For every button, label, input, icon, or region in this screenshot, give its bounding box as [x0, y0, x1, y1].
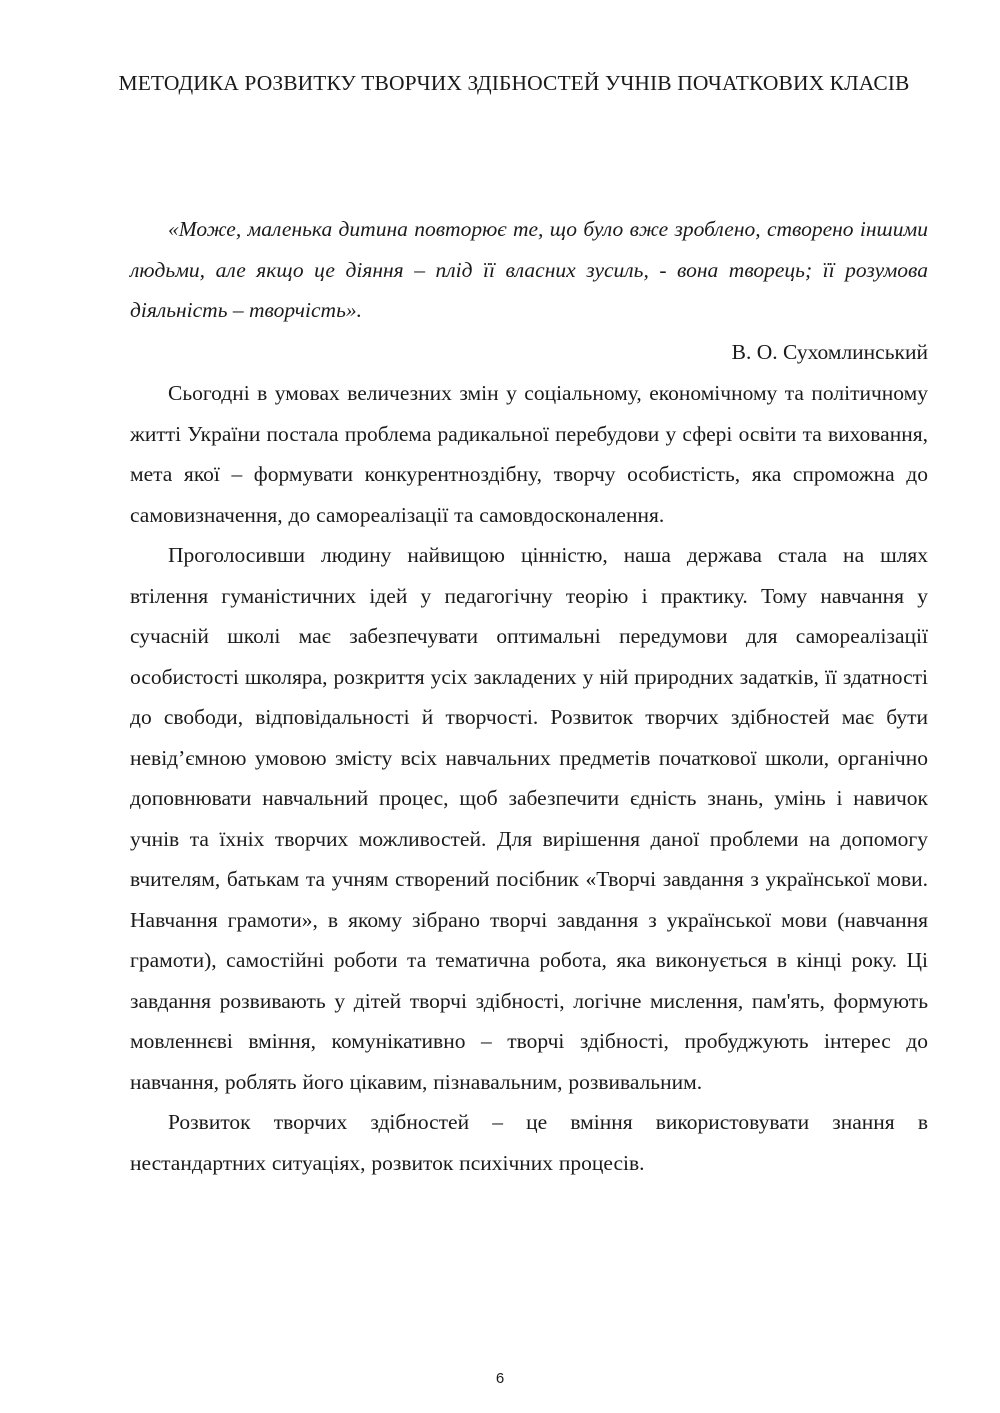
page-number: 6: [495, 1370, 505, 1387]
paragraph: Розвиток творчих здібностей – це вміння використовувати знання в нестандартних ситуаціях, розвиток психічних процесів.: [130, 1110, 928, 1175]
epigraph-author: В. О. Сухомлинський: [731, 340, 928, 364]
paragraph: Проголосивши людину найвищою цінністю, наша держава стала на шлях втілення гуманістичних ідей у педагогічну теорію і практику. Тому навчання у сучасній школі має забезпечувати оптимальні передумови для самореалізації особистості школяра, розкриття усіх закладених у ній природних задатків, її здатності до свободи, відповідальності й творчості. Розвиток творчих здібностей має бути невід’ємною умовою змісту всіх навчальних предметів початкової школи, органічно доповнювати навчальний процес, щоб забезпечити єдність знань, умінь і навичок учнів та їхніх творчих можливостей. Для вирішення даної проблеми на допомогу вчителям, батькам та учням створений посібник «Творчі завдання з української мови. Навчання грамоти», в якому зібрано творчі завдання з української мови (навчання грамоти), самостійні роботи та тематична робота, яка виконується в кінці року. Ці завдання розвивають у дітей творчі здібності, логічне мислення, пам'ять, формують мовленнєві вміння, комунікативно – творчі здібності, пробуджують інтерес до навчання, роблять його цікавим, пізнавальним, розвивальним.: [130, 543, 928, 1094]
page-title: МЕТОДИКА РОЗВИТКУ ТВОРЧИХ ЗДІБНОСТЕЙ УЧНІВ ПОЧАТКОВИХ КЛАСІВ: [118, 71, 910, 95]
body-text: [130, 373, 928, 1183]
epigraph-quote: «Може, маленька дитина повторює те, що було вже зроблено, створено іншими людьми, але якщо це діяння – плід її власних зусиль, - вона творець; її розумова діяльність – творчість».: [130, 217, 928, 322]
paragraph: Сьогодні в умовах величезних змін у соціальному, економічному та політичному житті України постала проблема радикальної перебудови у сфері освіти та виховання, мета якої – формувати конкурентноздібну, творчу особистість, яка спроможна до самовизначення, до самореалізації та самовдосконалення.: [130, 381, 928, 527]
